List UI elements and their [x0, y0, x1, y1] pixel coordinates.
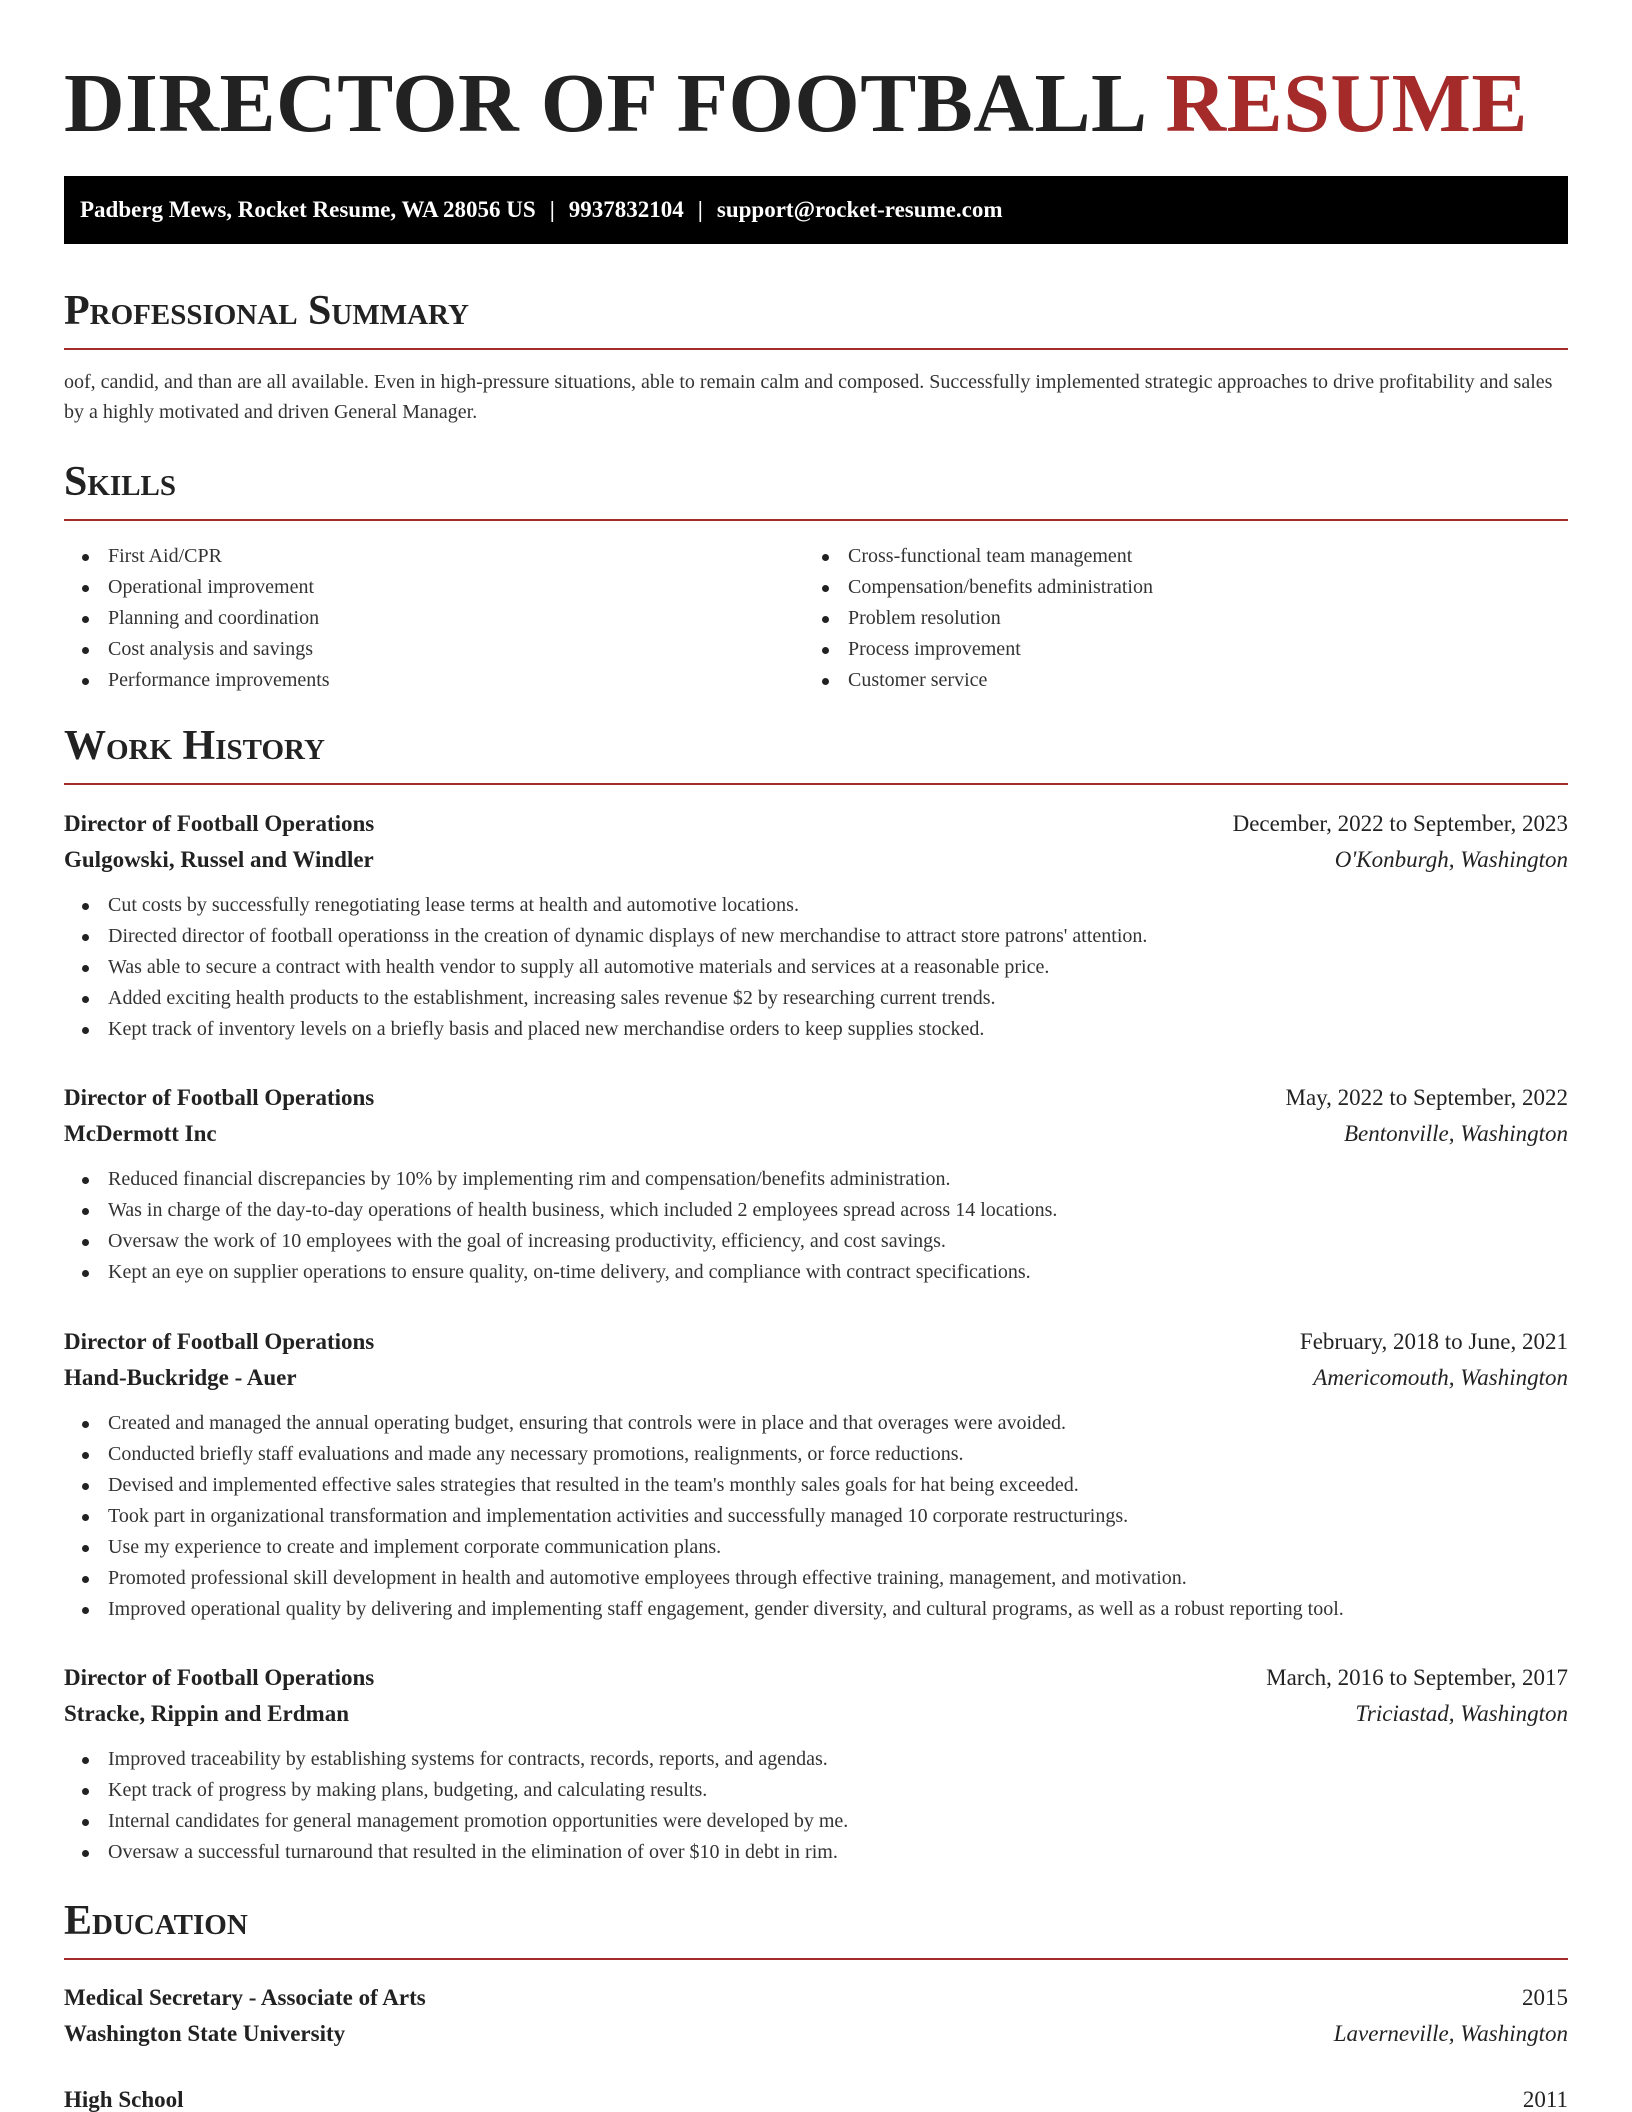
job-bullet: Created and managed the annual operating budget, ensuring that controls were in place and that overages were avoided.: [64, 1408, 1568, 1439]
education-degree: Medical Secretary - Associate of Arts: [64, 1985, 426, 2010]
contact-phone: 9937832104: [568, 197, 684, 222]
skill-item: Customer service: [804, 665, 1544, 696]
job-bullet: Oversaw a successful turnaround that resulted in the elimination of over $10 in debt in rim.: [64, 1837, 1568, 1868]
skills-list: [64, 541, 1568, 696]
job-bullet: Improved operational quality by delivering and implementing staff engagement, gender diversity, and cultural programs, as well as a robust reporting tool.: [64, 1594, 1568, 1625]
job-title: Director of Football Operations: [64, 811, 375, 836]
job-entry: [64, 1080, 1568, 1288]
job-bullets: [64, 1408, 1568, 1625]
job-bullets: [64, 1744, 1568, 1868]
contact-email: support@rocket-resume.com: [716, 197, 1003, 222]
job-bullet: Oversaw the work of 10 employees with the goal of increasing productivity, efficiency, and cost savings.: [64, 1226, 1568, 1257]
job-bullets: [64, 1164, 1568, 1288]
job-bullet: Was able to secure a contract with health vendor to supply all automotive materials and services at a reasonable price.: [64, 952, 1568, 983]
education-entry: [64, 1980, 1568, 2052]
job-bullet: Use my experience to create and implement corporate communication plans.: [64, 1532, 1568, 1563]
skill-item: First Aid/CPR: [64, 541, 804, 572]
skill-item: Planning and coordination: [64, 603, 804, 634]
job-bullet: Cut costs by successfully renegotiating lease terms at health and automotive locations.: [64, 890, 1568, 921]
job-bullet: Kept track of inventory levels on a briefly basis and placed new merchandise orders to keep supplies stocked.: [64, 1014, 1568, 1045]
work-history-heading: Work History: [64, 721, 1568, 785]
education-location: Laverneville, Washington: [1333, 2021, 1568, 2046]
job-company: Gulgowski, Russel and Windler: [64, 847, 374, 872]
contact-separator: |: [697, 197, 703, 222]
education-school: Washington State University: [64, 2021, 346, 2046]
job-dates: December, 2022 to September, 2023: [1232, 811, 1568, 836]
job-location: Triciastad, Washington: [1355, 1701, 1568, 1726]
skill-item: Performance improvements: [64, 665, 804, 696]
job-company: McDermott Inc: [64, 1121, 217, 1146]
skill-item: Process improvement: [804, 634, 1544, 665]
contact-bar: [64, 176, 1568, 244]
skill-item: Compensation/benefits administration: [804, 572, 1544, 603]
contact-address: Padberg Mews, Rocket Resume, WA 28056 US: [80, 197, 536, 222]
skills-column-left: [64, 541, 804, 696]
summary-heading: Professional Summary: [64, 286, 1568, 350]
skills-column-right: [804, 541, 1544, 696]
job-bullets: [64, 890, 1568, 1045]
job-bullet: Internal candidates for general management promotion opportunities were developed by me.: [64, 1806, 1568, 1837]
job-bullet: Kept track of progress by making plans, budgeting, and calculating results.: [64, 1775, 1568, 1806]
skill-item: Operational improvement: [64, 572, 804, 603]
job-title: Director of Football Operations: [64, 1329, 375, 1354]
job-title: Director of Football Operations: [64, 1085, 375, 1110]
education-year: 2015: [1522, 1985, 1568, 2010]
skill-item: Problem resolution: [804, 603, 1544, 634]
job-location: Bentonville, Washington: [1343, 1121, 1568, 1146]
education-entry: [64, 2082, 1568, 2112]
job-bullet: Promoted professional skill development in health and automotive employees through effective training, management, and motivation.: [64, 1563, 1568, 1594]
resume-title: [64, 54, 1528, 154]
skill-item: Cross-functional team management: [804, 541, 1544, 572]
job-bullet: Reduced financial discrepancies by 10% by implementing rim and compensation/benefits administration.: [64, 1164, 1568, 1195]
job-dates: February, 2018 to June, 2021: [1299, 1329, 1568, 1354]
education-heading: Education: [64, 1896, 1568, 1960]
job-title: Director of Football Operations: [64, 1665, 375, 1690]
job-company: Hand-Buckridge - Auer: [64, 1365, 297, 1390]
education-year: 2011: [1522, 2087, 1568, 2112]
job-entry: [64, 1324, 1568, 1625]
job-bullet: Devised and implemented effective sales strategies that resulted in the team's monthly sales goals for hat being exceeded.: [64, 1470, 1568, 1501]
title-main: DIRECTOR OF FOOTBALL: [64, 57, 1148, 150]
education-degree: High School: [64, 2087, 184, 2112]
job-bullet: Conducted briefly staff evaluations and made any necessary promotions, realignments, or force reductions.: [64, 1439, 1568, 1470]
job-entry: [64, 806, 1568, 1045]
job-bullet: Improved traceability by establishing systems for contracts, records, reports, and agendas.: [64, 1744, 1568, 1775]
job-entry: [64, 1660, 1568, 1868]
skill-item: Cost analysis and savings: [64, 634, 804, 665]
job-bullet: Kept an eye on supplier operations to ensure quality, on-time delivery, and compliance with contract specifications.: [64, 1257, 1568, 1288]
job-location: Americomouth, Washington: [1313, 1365, 1568, 1390]
job-bullet: Directed director of football operationss in the creation of dynamic displays of new merchandise to attract store patrons' attention.: [64, 921, 1568, 952]
job-location: O'Konburgh, Washington: [1334, 847, 1568, 872]
title-accent: RESUME: [1165, 57, 1528, 150]
job-bullet: Added exciting health products to the establishment, increasing sales revenue $2 by researching current trends.: [64, 983, 1568, 1014]
contact-separator: |: [549, 197, 555, 222]
job-bullet: Took part in organizational transformation and implementation activities and successfully managed 10 corporate restructurings.: [64, 1501, 1568, 1532]
summary-text: oof, candid, and than are all available. Even in high-pressure situations, able to remain calm and composed. Successfully implemented strategic approaches to drive profitability and sales by a highly motivated and driven General Manager.: [64, 371, 1553, 423]
job-company: Stracke, Rippin and Erdman: [64, 1701, 350, 1726]
job-dates: May, 2022 to September, 2022: [1285, 1085, 1568, 1110]
job-bullet: Was in charge of the day-to-day operations of health business, which included 2 employees spread across 14 locations.: [64, 1195, 1568, 1226]
skills-heading: Skills: [64, 457, 1568, 521]
job-dates: March, 2016 to September, 2017: [1266, 1665, 1568, 1690]
